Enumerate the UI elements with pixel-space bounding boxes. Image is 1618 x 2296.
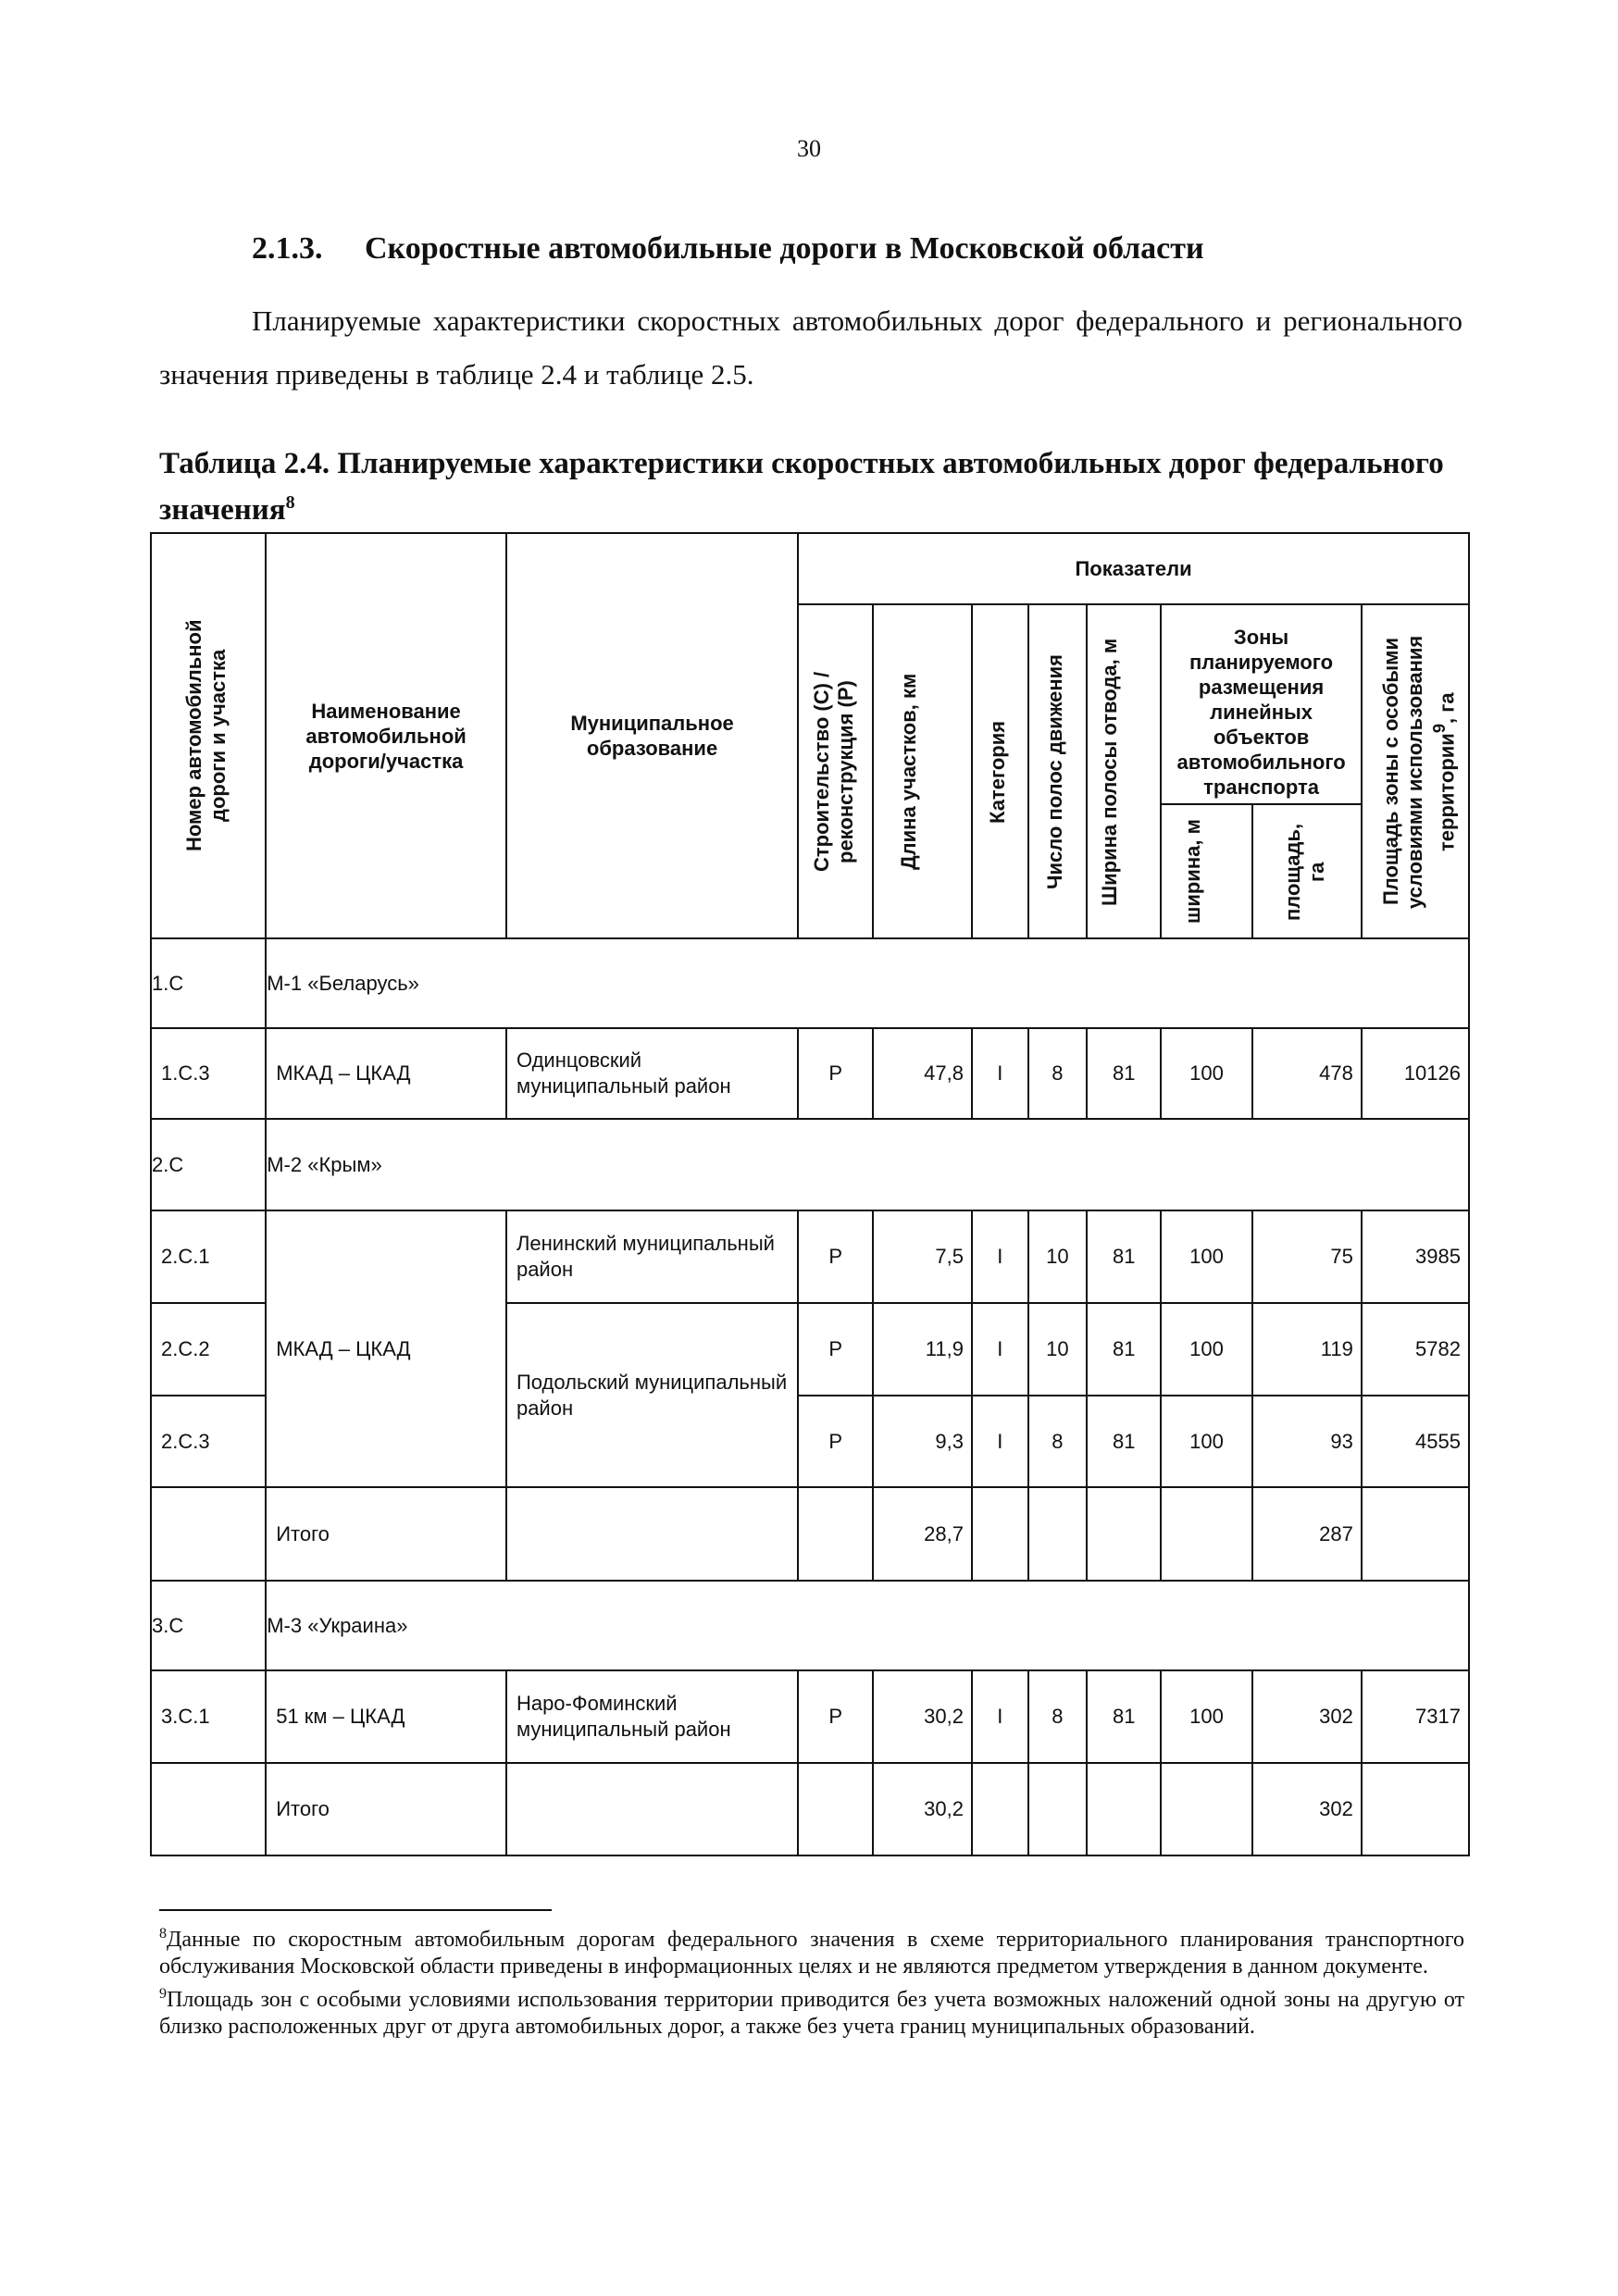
total-empty — [506, 1487, 798, 1581]
row-code: 2.С.1 — [151, 1210, 266, 1303]
page-number: 30 — [797, 135, 821, 162]
row-type: Р — [798, 1210, 873, 1303]
row-right-of-way: 81 — [1087, 1028, 1161, 1119]
row-length: 47,8 — [873, 1028, 972, 1119]
row-type: Р — [798, 1670, 873, 1763]
footnote-8-text: Данные по скоростным автомобильным дорогам федерального значения в схеме территориального планирования транспортного обслуживания Московской области приведены в информационных целях и не являются предметом утверждения в данном документе. — [159, 1928, 1464, 1979]
header-lanes: Число полос движения — [1028, 604, 1088, 938]
row-zone-area: 478 — [1252, 1028, 1362, 1119]
row-zone-area: 119 — [1252, 1303, 1362, 1396]
section-number: 2.1.3. — [252, 231, 323, 266]
header-construction: Строительство (С) / реконструкция (Р) — [798, 604, 873, 938]
row-right-of-way: 81 — [1087, 1303, 1161, 1396]
row-right-of-way: 81 — [1087, 1396, 1161, 1487]
header-zone-area: площадь, га — [1252, 804, 1362, 938]
row-segment: 51 км – ЦКАД — [266, 1670, 506, 1763]
group-code: 1.С — [151, 938, 266, 1028]
row-municipality: Подольский муниципальный район — [506, 1303, 798, 1487]
header-special-zone-unit: , га — [1435, 691, 1459, 724]
row-category: I — [972, 1670, 1028, 1763]
total-empty — [1028, 1487, 1088, 1581]
row-code: 2.С.2 — [151, 1303, 266, 1396]
total-empty — [151, 1487, 266, 1581]
header-indicators: Показатели — [798, 533, 1469, 604]
row-lanes: 8 — [1028, 1028, 1088, 1119]
section-heading — [252, 231, 1204, 267]
row-type: Р — [798, 1303, 873, 1396]
section-title: Скоростные автомобильные дороги в Московской области — [365, 231, 1204, 266]
footnotes — [159, 1920, 1464, 2041]
total-row — [151, 1487, 1469, 1581]
row-code: 2.С.3 — [151, 1396, 266, 1487]
total-empty — [151, 1763, 266, 1855]
group-name: М-1 «Беларусь» — [266, 938, 1469, 1028]
total-empty — [1161, 1487, 1252, 1581]
row-special-area: 5782 — [1362, 1303, 1469, 1396]
row-municipality: Ленинский муниципальный район — [506, 1210, 798, 1303]
row-right-of-way: 81 — [1087, 1670, 1161, 1763]
row-zone-width: 100 — [1161, 1670, 1252, 1763]
group-row-m1 — [151, 938, 1469, 1028]
header-zones: Зоны планируемого размещения линейных объектов автомобильного транспорта — [1161, 604, 1362, 804]
row-special-area: 7317 — [1362, 1670, 1469, 1763]
total-empty — [972, 1763, 1028, 1855]
row-length: 11,9 — [873, 1303, 972, 1396]
row-lanes: 10 — [1028, 1210, 1088, 1303]
row-lanes: 8 — [1028, 1670, 1088, 1763]
row-zone-area: 302 — [1252, 1670, 1362, 1763]
header-special-zone-text: Площадь зоны с особыми условиями использования территории — [1378, 634, 1459, 909]
header-municipality: Муниципальное образование — [506, 533, 798, 938]
table-caption-text: Таблица 2.4. Планируемые характеристики скоростных автомобильных дорог федерального значения — [159, 447, 1444, 527]
row-zone-width: 100 — [1161, 1303, 1252, 1396]
total-empty — [1161, 1763, 1252, 1855]
group-name: М-3 «Украина» — [266, 1581, 1469, 1670]
header-right-of-way: Ширина полосы отвода, м — [1087, 604, 1161, 938]
total-row — [151, 1763, 1469, 1855]
total-empty — [798, 1763, 873, 1855]
total-empty — [972, 1487, 1028, 1581]
row-special-area: 10126 — [1362, 1028, 1469, 1119]
header-special-zone — [1362, 604, 1469, 938]
roads-table — [150, 532, 1470, 1856]
row-code: 1.С.3 — [151, 1028, 266, 1119]
row-category: I — [972, 1303, 1028, 1396]
row-right-of-way: 81 — [1087, 1210, 1161, 1303]
header-row-1 — [151, 533, 1469, 604]
row-type: Р — [798, 1396, 873, 1487]
row-special-area: 3985 — [1362, 1210, 1469, 1303]
row-special-area: 4555 — [1362, 1396, 1469, 1487]
total-empty — [1087, 1487, 1161, 1581]
row-lanes: 10 — [1028, 1303, 1088, 1396]
total-length: 28,7 — [873, 1487, 972, 1581]
group-row-m3 — [151, 1581, 1469, 1670]
row-zone-width: 100 — [1161, 1028, 1252, 1119]
total-zone-area: 302 — [1252, 1763, 1362, 1855]
row-segment: МКАД – ЦКАД — [266, 1210, 506, 1487]
row-length: 7,5 — [873, 1210, 972, 1303]
footnote-8-marker: 8 — [159, 1926, 167, 1942]
total-empty — [1362, 1763, 1469, 1855]
footnote-divider — [159, 1909, 552, 1911]
total-zone-area: 287 — [1252, 1487, 1362, 1581]
row-zone-width: 100 — [1161, 1396, 1252, 1487]
total-empty — [1362, 1487, 1469, 1581]
row-code: 3.С.1 — [151, 1670, 266, 1763]
header-road-number: Номер автомобильной дороги и участка — [151, 533, 266, 938]
header-zone-width: ширина, м — [1161, 804, 1252, 938]
row-municipality: Наро-Фоминский муниципальный район — [506, 1670, 798, 1763]
table-row — [151, 1670, 1469, 1763]
footnote-9-marker: 9 — [159, 1986, 167, 2002]
total-length: 30,2 — [873, 1763, 972, 1855]
footnote-8 — [159, 1920, 1464, 1980]
header-road-name: Наименование автомобильной дороги/участка — [266, 533, 506, 938]
row-municipality: Одинцовский муниципальный район — [506, 1028, 798, 1119]
intro-paragraph: Планируемые характеристики скоростных автомобильных дорог федерального и регионального значения приведены в таблице 2.4 и таблице 2.5. — [159, 304, 1462, 391]
row-lanes: 8 — [1028, 1396, 1088, 1487]
group-code: 3.С — [151, 1581, 266, 1670]
total-empty — [506, 1763, 798, 1855]
footnote-9 — [159, 1980, 1464, 2041]
footnote-ref-9: 9 — [1428, 723, 1449, 733]
header-category: Категория — [972, 604, 1028, 938]
total-label: Итого — [266, 1487, 506, 1581]
row-type: Р — [798, 1028, 873, 1119]
footnote-9-text: Площадь зон с особыми условиями использования территории приводится без учета возможных наложений одной зоны на другую от близко расположенных друг от друга автомобильных дорог, а также без учета границ муниципальных образований. — [159, 1988, 1464, 2039]
footnote-ref-8: 8 — [285, 492, 295, 513]
total-label: Итого — [266, 1763, 506, 1855]
row-length: 30,2 — [873, 1670, 972, 1763]
row-category: I — [972, 1028, 1028, 1119]
row-category: I — [972, 1396, 1028, 1487]
row-zone-width: 100 — [1161, 1210, 1252, 1303]
group-code: 2.С — [151, 1119, 266, 1210]
total-empty — [798, 1487, 873, 1581]
table-caption — [159, 444, 1474, 529]
group-row-m2 — [151, 1119, 1469, 1210]
row-zone-area: 93 — [1252, 1396, 1362, 1487]
table-row — [151, 1028, 1469, 1119]
row-segment: МКАД – ЦКАД — [266, 1028, 506, 1119]
group-name: М-2 «Крым» — [266, 1119, 1469, 1210]
row-category: I — [972, 1210, 1028, 1303]
header-length: Длина участков, км — [873, 604, 972, 938]
table-row — [151, 1210, 1469, 1303]
row-zone-area: 75 — [1252, 1210, 1362, 1303]
total-empty — [1087, 1763, 1161, 1855]
row-length: 9,3 — [873, 1396, 972, 1487]
total-empty — [1028, 1763, 1088, 1855]
